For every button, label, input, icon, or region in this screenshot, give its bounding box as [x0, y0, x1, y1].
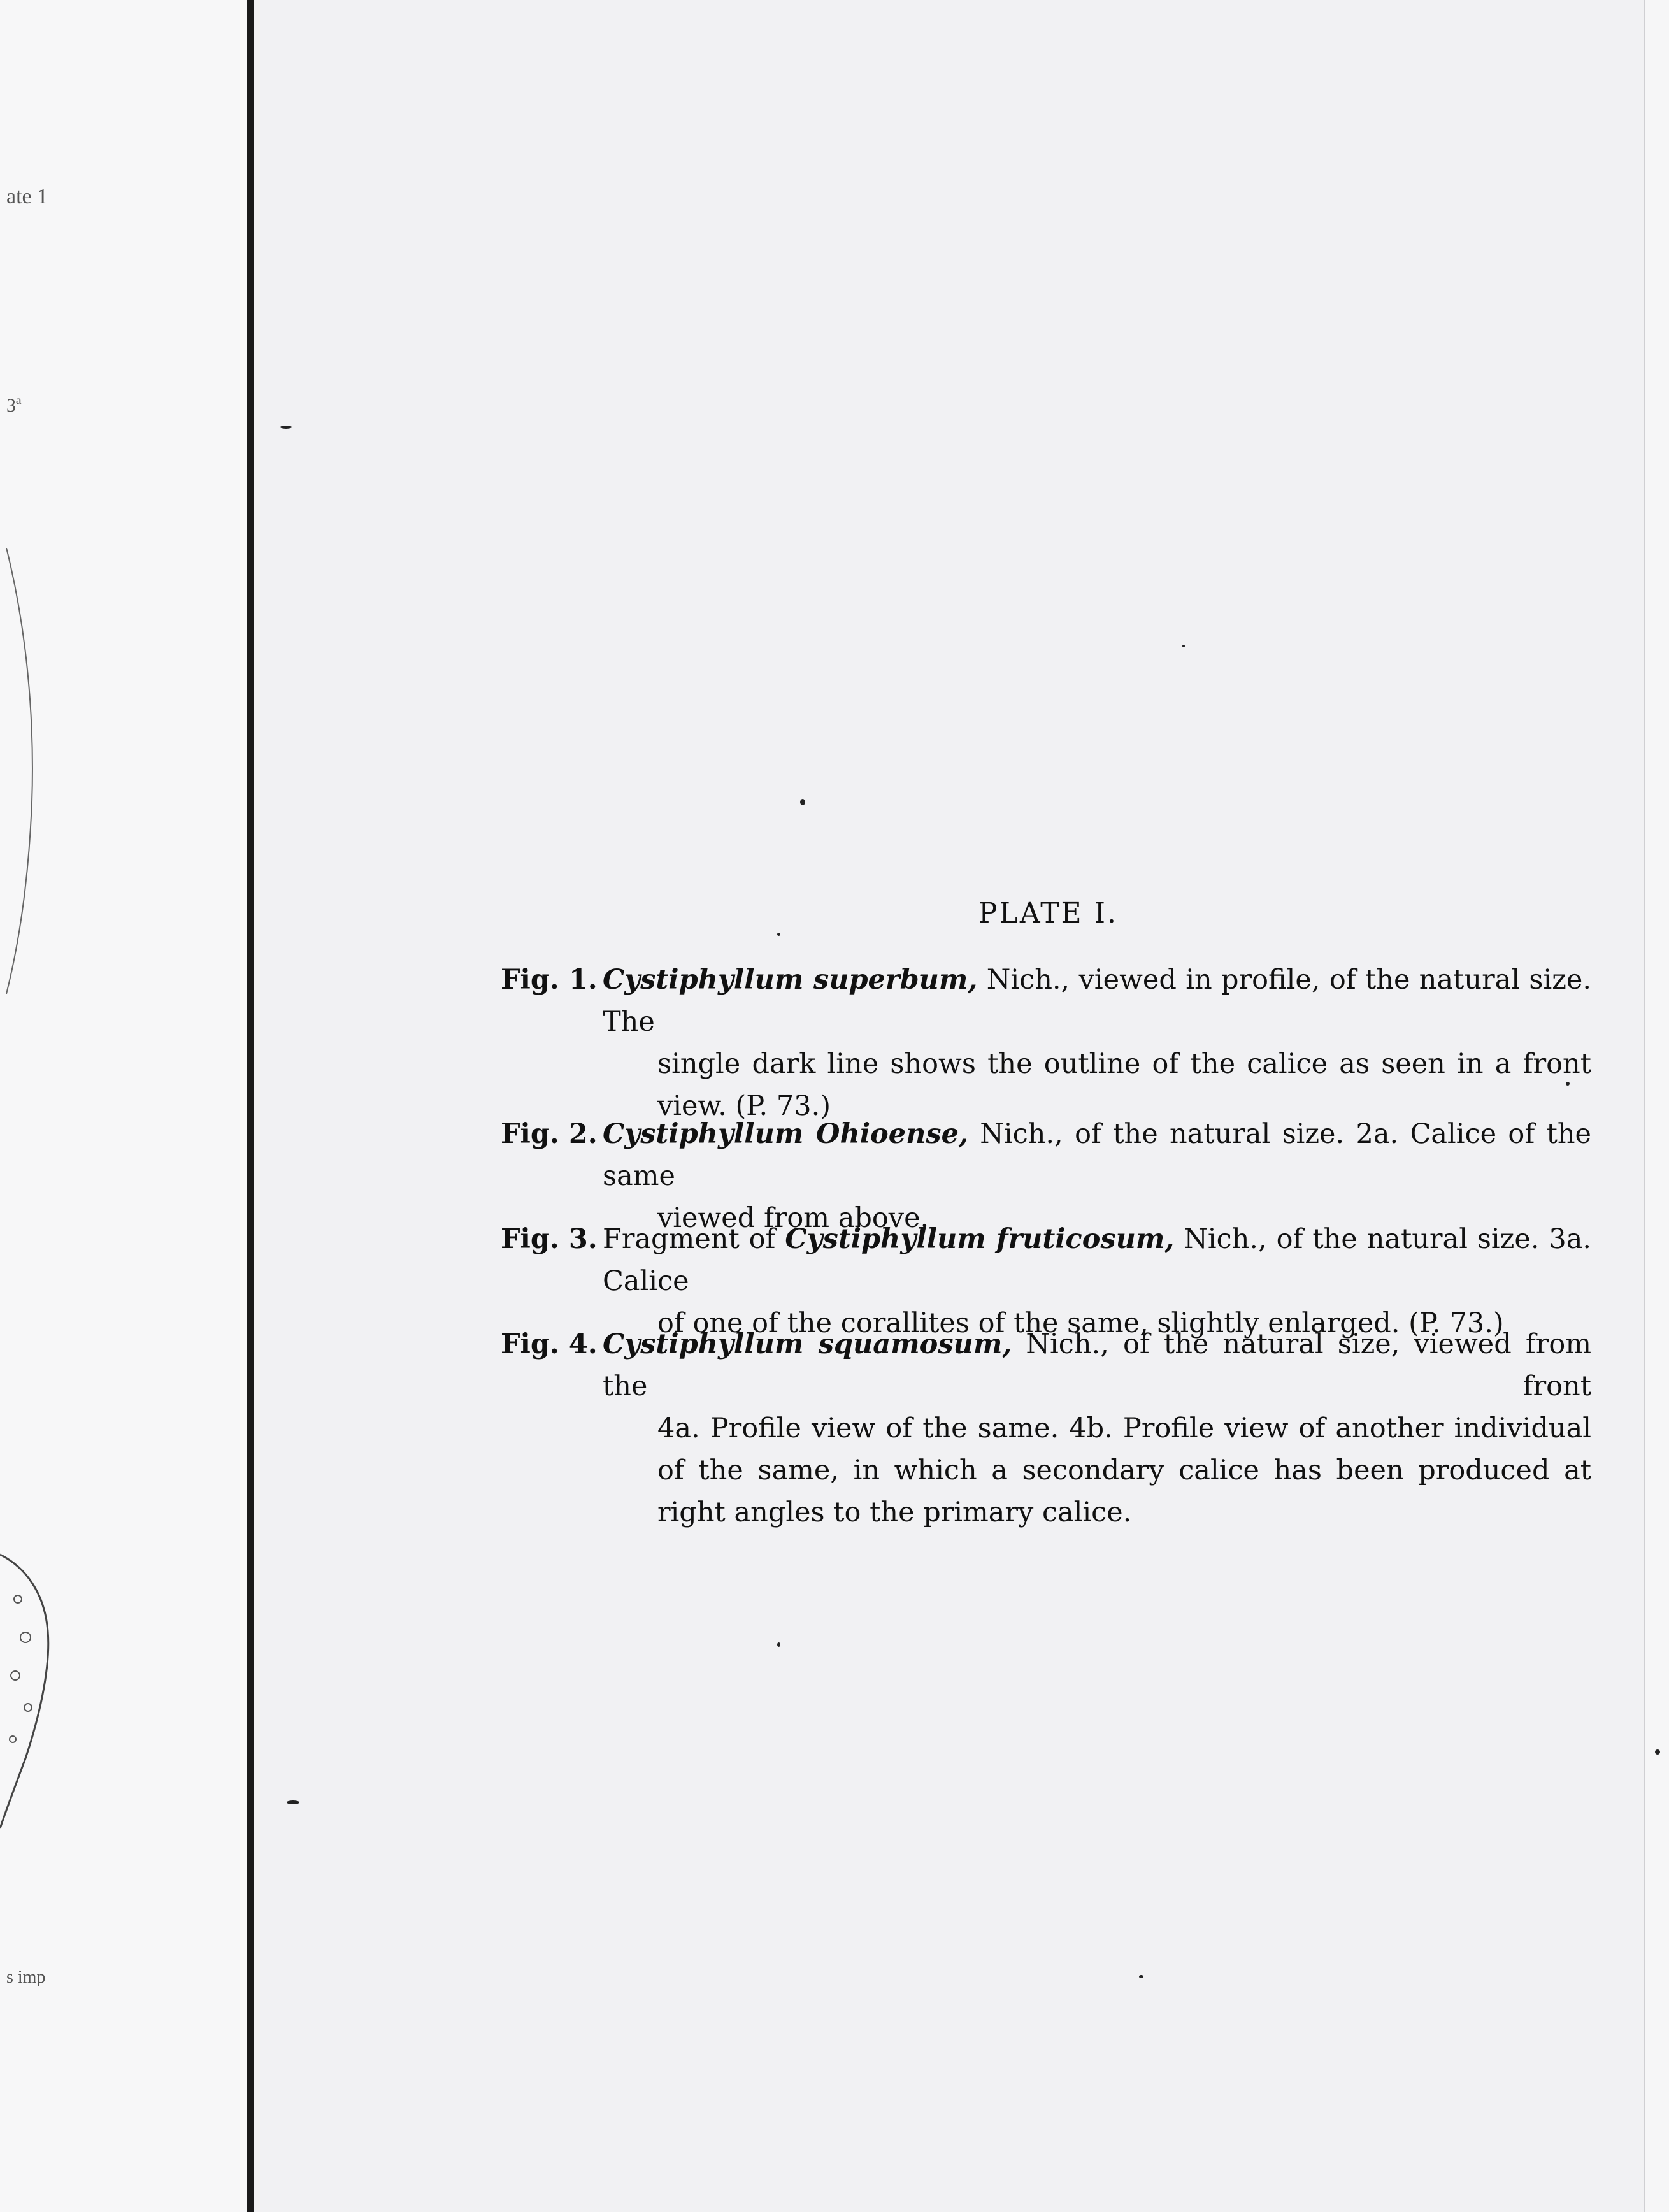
- fossil-outline-fragment: [0, 548, 45, 994]
- caption-continuation: 4a. Profile view of the same. 4b. Profile view of another individual of the same, in which a secondary calice has been produced at right angles to the primary calice.: [657, 1412, 1591, 1528]
- caption-continuation: single dark line shows the outline of the calice as seen in a front view. (P. 73.): [657, 1048, 1591, 1122]
- figure-label: Fig. 1.: [501, 964, 598, 996]
- caption-text: Nich., of the natural size. 2a. Calice of the same: [603, 1118, 1591, 1192]
- caption-text: Nich., of the natural size, viewed from the front: [603, 1328, 1591, 1402]
- plate-title: PLATE I.: [978, 897, 1119, 930]
- caption-text: Nich., viewed in profile, of the natural size. The: [603, 964, 1591, 1038]
- caption-continuation: of one of the corallites of the same, slightly enlarged. (P. 73.): [657, 1307, 1504, 1339]
- figure-label-fragment: 3ª: [6, 395, 22, 416]
- figure-label: Fig. 4.: [501, 1328, 598, 1360]
- plate-label-fragment: ate 1: [6, 185, 48, 208]
- page-right-edge: [1644, 0, 1669, 2212]
- figure-label: Fig. 2.: [501, 1118, 598, 1150]
- caption-prefix: Fragment of: [603, 1223, 785, 1255]
- figure-caption-1: [501, 959, 1591, 1127]
- caption-text: Nich., of the natural size. 3a. Calice: [603, 1223, 1592, 1297]
- species-name: Cystiphyllum superbum,: [603, 964, 978, 996]
- species-name: Cystiphyllum fruticosum,: [785, 1223, 1175, 1255]
- species-name: Cystiphyllum squamosum,: [603, 1328, 1012, 1360]
- figure-label: Fig. 3.: [501, 1223, 598, 1255]
- left-page-edge: [0, 0, 248, 2212]
- binding-gutter: [247, 0, 254, 2212]
- caption-continuation: viewed from above.: [657, 1202, 929, 1234]
- fossil-illustration-fragment: [0, 1529, 57, 1848]
- figure-caption-4: [501, 1323, 1591, 1533]
- bottom-text-fragment: s imp: [6, 1967, 46, 1987]
- species-name: Cystiphyllum Ohioense,: [603, 1118, 968, 1150]
